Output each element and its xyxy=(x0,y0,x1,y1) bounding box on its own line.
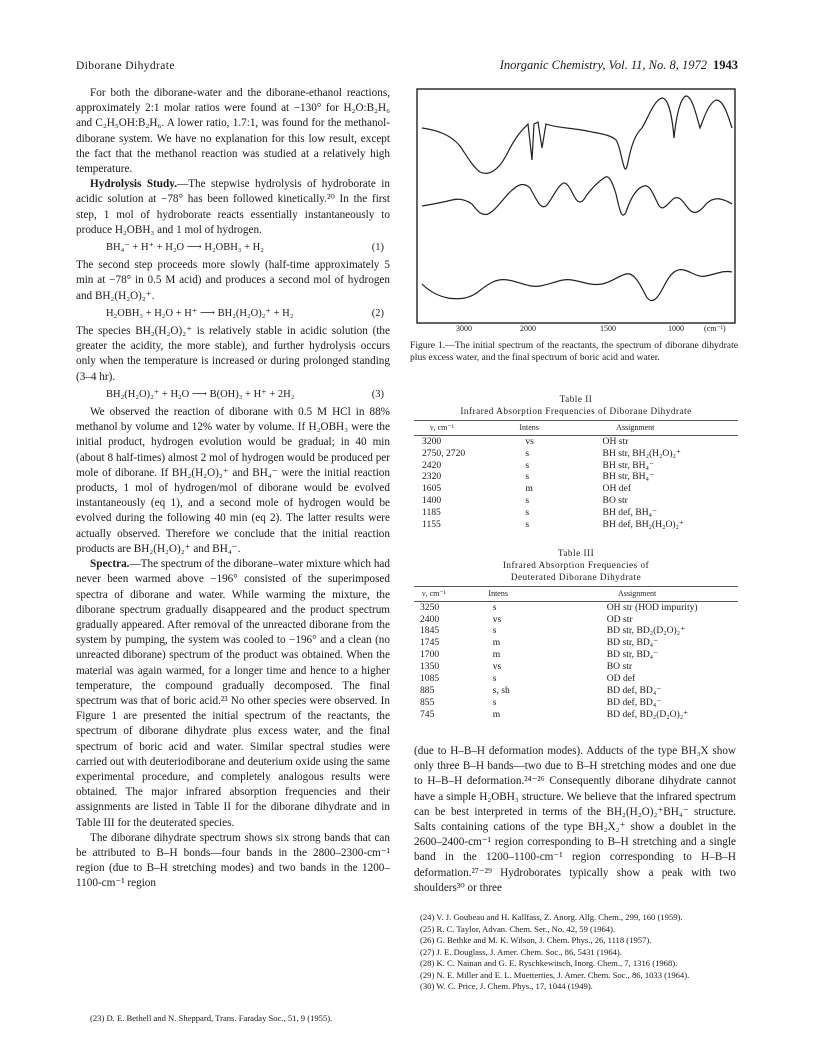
cell-frequency: 1155 xyxy=(422,519,441,531)
journal-citation: Inorganic Chemistry, Vol. 11, No. 8, 1972 xyxy=(499,58,707,72)
right-footnotes xyxy=(414,912,736,993)
table-3-label: Table III xyxy=(557,548,595,558)
footnote-item: (25) R. C. Taylor, Advan. Chem. Ser., No. 42, 59 (1964). xyxy=(420,923,616,934)
table-2-header xyxy=(414,420,738,436)
cell-intensity: m xyxy=(492,708,501,720)
axis-tick-3000: 3000 xyxy=(456,324,472,333)
cell-intensity: vs xyxy=(525,435,534,447)
col-header-intensity: Intens xyxy=(519,422,539,432)
paragraph-spectra: Spectra.—The spectrum of the diborane–water mixture which had never been warmed above −196° consisted of the superimposed spectra of diborane and water. While warming the mixture, the diborane spectrum gradually disappeared and the product spectrum gradually appeared. After removal of the unreacted diborane from the system by pumping, the system was cooled to −196° and a clean (no unreacted diborane) spectrum of the product was obtained. When the material was again warmed, for a longer time and hence to a higher temperature, the compound gradually decomposed. The final spectrum was that of boric acid.²³ No other species were observed. In Figure 1 are presented the initial spectrum of the reactants, the spectrum of diborane dihydrate plus excess water, and the final spectrum of boric acid and water. Similar spectral studies were carried out with deuteriodiborane and deuterium oxide using the same experimental procedure, and completely analogous results were obtained. The major infrared absorption frequencies and their assignments are listed in Table II for the diborane dihydrate and in Table III for the deuterated species. xyxy=(76,558,390,829)
spectra-plot xyxy=(416,88,736,324)
cell-assignment: OH str (HOD impurity) xyxy=(606,601,698,613)
table-3 xyxy=(414,548,738,721)
table-row xyxy=(414,685,738,697)
axis-tick-2000: 2000 xyxy=(520,324,536,333)
table-row xyxy=(414,448,738,460)
cell-assignment: BO str xyxy=(602,495,628,507)
footnote-item: (28) K. C. Nainan and G. E. Ryschkewitsch, Inorg. Chem., 7, 1316 (1968). xyxy=(420,958,678,968)
footnote-item: (24) V. J. Goubeau and H. Kallfass, Z. Anorg. Allg. Chem., 299, 160 (1959). xyxy=(420,912,683,922)
cell-assignment: OH def xyxy=(602,483,632,495)
figure-1-spectra xyxy=(416,88,736,324)
left-column xyxy=(76,86,390,892)
running-header-journal xyxy=(500,58,738,73)
cell-intensity: s xyxy=(525,507,530,519)
cell-frequency: 2750, 2720 xyxy=(422,447,466,459)
cell-intensity: m xyxy=(492,637,501,649)
cell-frequency: 1845 xyxy=(420,625,440,637)
cell-frequency: 3250 xyxy=(420,601,440,613)
footnote-23: (23) D. E. Bethell and N. Sheppard, Trans. Faraday Soc., 51, 9 (1955). xyxy=(90,1013,333,1023)
footnote-item: (26) G. Bethke and M. K. Wilson, J. Chem. Phys., 26, 1118 (1957). xyxy=(420,935,652,945)
cell-frequency: 1605 xyxy=(422,483,442,495)
table-row xyxy=(414,625,738,637)
cell-intensity: s xyxy=(492,696,497,708)
cell-assignment: BD str, BD₂(D₂O)₂⁺ xyxy=(606,625,686,637)
cell-assignment: BD str, BD₄⁻ xyxy=(606,649,659,661)
table-3-title-line-1: Infrared Absorption Frequencies of xyxy=(502,559,650,570)
equation-1: BH₄⁻ + H⁺ + H₂O ⟶ H₂OBH₃ + H₂ (1) xyxy=(106,242,384,254)
col-header-assignment: Assignment xyxy=(616,422,655,432)
axis-tick-1000: 1000 xyxy=(668,324,684,333)
cell-frequency: 2420 xyxy=(422,459,442,471)
paragraph-species-stability: The species BH₂(H₂O)₂⁺ is relatively stable in acidic solution (the greater the acidity, the more stable), and further hydrolysis occurs only when the temperature is increased or during prolonged standing (3–4 hr). xyxy=(76,325,390,383)
table-row xyxy=(414,436,738,448)
cell-frequency: 3200 xyxy=(422,435,442,447)
figure-1-caption: Figure 1.—The initial spectrum of the reactants, the spectrum of diborane dihydrate plus excess water, and the final spectrum of boric acid and water. xyxy=(410,340,738,363)
table-row xyxy=(414,460,738,472)
cell-assignment: BH def, BH₄⁻ xyxy=(602,507,658,519)
section-heading-spectra: Spectra. xyxy=(90,558,130,571)
paragraph-interpretation: (due to H–B–H deformation modes). Adducts of the type BH₃X show only three B–H bands—two due to B–H stretching modes and one due to H–B–H deformation.²⁴⁻²⁶ Consequently diborane dihydrate cannot have a simple H₂OBH₃ structure. We believe that the infrared spectrum can be best interpreted in terms of the BH₂(H₂O)₂⁺BH₄⁻ structure. Salts containing cations of the type BH₂X₂⁺ show a doublet in the 2600–2400-cm⁻¹ region corresponding to B–H stretching and a single band in the 1200–1100-cm⁻¹ region corresponding to H–B–H deformation.²⁷⁻²⁹ Hydroborates typically show a peak with two shoulders³⁰ or three xyxy=(414,745,736,894)
table-row xyxy=(414,673,738,685)
cell-frequency: 745 xyxy=(420,708,435,720)
paragraph-hydrolysis: Hydrolysis Study.—The stepwise hydrolysis of hydroborate in acidic solution at −78° has been followed kinetically.²⁰ In the first step, 1 mol of hydroborate reacts essentially instantaneously to produce H₂OBH₃ and 1 mol of hydrogen. xyxy=(76,178,390,236)
section-heading-hydrolysis: Hydrolysis Study. xyxy=(90,178,177,191)
cell-assignment: BH str, BH₄⁻ xyxy=(602,459,655,471)
right-column xyxy=(414,744,736,896)
page-number: 1943 xyxy=(713,58,738,72)
table-row xyxy=(414,507,738,519)
cell-frequency: 1085 xyxy=(420,673,440,685)
col-header-intensity: Intens xyxy=(488,588,508,598)
cell-assignment: BH str, BH₄⁻ xyxy=(602,471,655,483)
cell-intensity: s xyxy=(525,459,530,471)
table-row xyxy=(414,637,738,649)
cell-intensity: s, sh xyxy=(492,684,510,696)
paragraph-six-bands: The diborane dihydrate spectrum shows six strong bands that can be attributed to B–H bonds—four bands in the 2800–2300-cm⁻¹ region (due to B–H stretching modes) and two bands in the 1200–1100-cm⁻¹ region xyxy=(76,831,390,890)
paragraph-ratios: For both the diborane-water and the diborane-ethanol reactions, approximately 2:1 molar ratios were found at −130° for H₂O:B₂H₆ and C₂H₅OH:B₂H₆. A lower ratio, 1.7:1, was found for the methanol-diborane system. We have no explanation for this low result, except the fact that the methanol reaction was studied at a relatively high temperature. xyxy=(76,87,390,176)
axis-tick-1500: 1500 xyxy=(600,324,616,333)
cell-intensity: s xyxy=(525,471,530,483)
cell-assignment: BO str xyxy=(606,661,633,673)
table-row xyxy=(414,519,738,531)
cell-intensity: vs xyxy=(492,613,502,625)
equation-3: BH₂(H₂O)₂⁺ + H₂O ⟶ B(OH)₃ + H⁺ + 2H₂ (3) xyxy=(106,388,384,400)
col-header-frequency: ν, cm⁻¹ xyxy=(430,422,455,432)
table-2-title: Infrared Absorption Frequencies of Diborane Dihydrate xyxy=(460,405,692,416)
cell-frequency: 1185 xyxy=(422,507,441,519)
cell-intensity: s xyxy=(492,673,497,685)
table-row xyxy=(414,661,738,673)
table-row xyxy=(414,649,738,661)
equation-2: H₂OBH₃ + H₂O + H⁺ ⟶ BH₂(H₂O)₂⁺ + H₂ (2) xyxy=(106,307,384,319)
table-row xyxy=(414,495,738,507)
cell-frequency: 1400 xyxy=(422,495,442,507)
running-header-title: Diborane Dihydrate xyxy=(76,60,175,72)
paragraph-second-step: The second step proceeds more slowly (half-time approximately 5 min at −78° in 0.5 M acid) and produces a second mol of hydrogen and BH₂(H₂O)₂⁺. xyxy=(76,259,390,302)
cell-intensity: vs xyxy=(492,661,502,673)
cell-assignment: BD def, BD₄⁻ xyxy=(606,696,662,708)
spectrum-reactants xyxy=(422,96,732,173)
cell-frequency: 1745 xyxy=(420,637,440,649)
cell-frequency: 2320 xyxy=(422,471,442,483)
table-2 xyxy=(414,394,738,531)
cell-assignment: OD str xyxy=(606,613,633,625)
spectrum-dihydrate xyxy=(422,177,732,215)
figure-x-axis xyxy=(416,324,736,338)
footnote-item: (29) N. E. Miller and E. L. Muetterties, J. Amer. Chem. Soc., 86, 1033 (1964). xyxy=(420,969,690,980)
footnote-item: (30) W. C. Price, J. Chem. Phys., 17, 1044 (1949). xyxy=(420,981,593,991)
plot-frame xyxy=(417,89,735,323)
table-row xyxy=(414,614,738,626)
col-header-frequency: ν, cm⁻¹ xyxy=(422,588,447,598)
cell-assignment: BD def, BD₄⁻ xyxy=(606,684,662,696)
table-2-label: Table II xyxy=(559,394,593,404)
cell-assignment: OH str xyxy=(602,435,629,447)
table-3-title-line-2: Deuterated Diborane Dihydrate xyxy=(510,571,642,582)
cell-intensity: s xyxy=(525,447,530,459)
spectrum-boric-acid xyxy=(422,270,732,301)
cell-assignment: BH def, BH₂(H₂O)₂⁺ xyxy=(602,519,684,531)
cell-frequency: 1700 xyxy=(420,649,440,661)
cell-frequency: 885 xyxy=(420,684,435,696)
cell-intensity: s xyxy=(492,625,497,637)
cell-intensity: s xyxy=(525,519,530,531)
table-2-body xyxy=(414,436,738,531)
table-3-header xyxy=(414,586,738,602)
cell-intensity: s xyxy=(525,495,530,507)
col-header-assignment: Assignment xyxy=(618,588,657,598)
cell-intensity: m xyxy=(525,483,533,495)
footnote-item: (27) J. E. Douglass, J. Amer. Chem. Soc., 86, 5431 (1964). xyxy=(420,946,622,957)
table-3-body xyxy=(414,602,738,721)
table-row xyxy=(414,483,738,495)
cell-assignment: BD def, BD₂(D₂O)₂⁺ xyxy=(606,708,689,720)
table-row xyxy=(414,697,738,709)
paragraph-methanol-reaction: We observed the reaction of diborane with 0.5 M HCl in 88% methanol by volume and 12% water by volume. If H₂OBH₃ were the initial product, hydrogen evolution would be gradual; in 40 min (about 8 half-times) almost 2 mol of hydrogen would be produced per mole of diborane. If BH₂(H₂O)₂⁺ and BH₄⁻ were the initial reaction products, 1 mol of hydrogen/mol of diborane would be evolved instantaneously (eq 1), and a second mole of hydrogen would be evolved during the following 40 min (eq 2). The latter results were actually observed. Therefore we conclude that the initial reaction products are BH₂(H₂O)₂⁺ and BH₄⁻. xyxy=(76,406,390,555)
cell-intensity: m xyxy=(492,649,501,661)
cell-frequency: 855 xyxy=(420,696,435,708)
cell-frequency: 1350 xyxy=(420,661,440,673)
cell-frequency: 2400 xyxy=(420,613,440,625)
table-row xyxy=(414,602,738,614)
cell-assignment: BH str, BH₂(H₂O)₂⁺ xyxy=(602,447,681,459)
table-row xyxy=(414,709,738,721)
table-row xyxy=(414,471,738,483)
cell-intensity: s xyxy=(492,601,497,613)
cell-assignment: BD str, BD₄⁻ xyxy=(606,637,659,649)
cell-assignment: OD def xyxy=(606,673,636,685)
axis-unit: (cm⁻¹) xyxy=(704,324,726,333)
